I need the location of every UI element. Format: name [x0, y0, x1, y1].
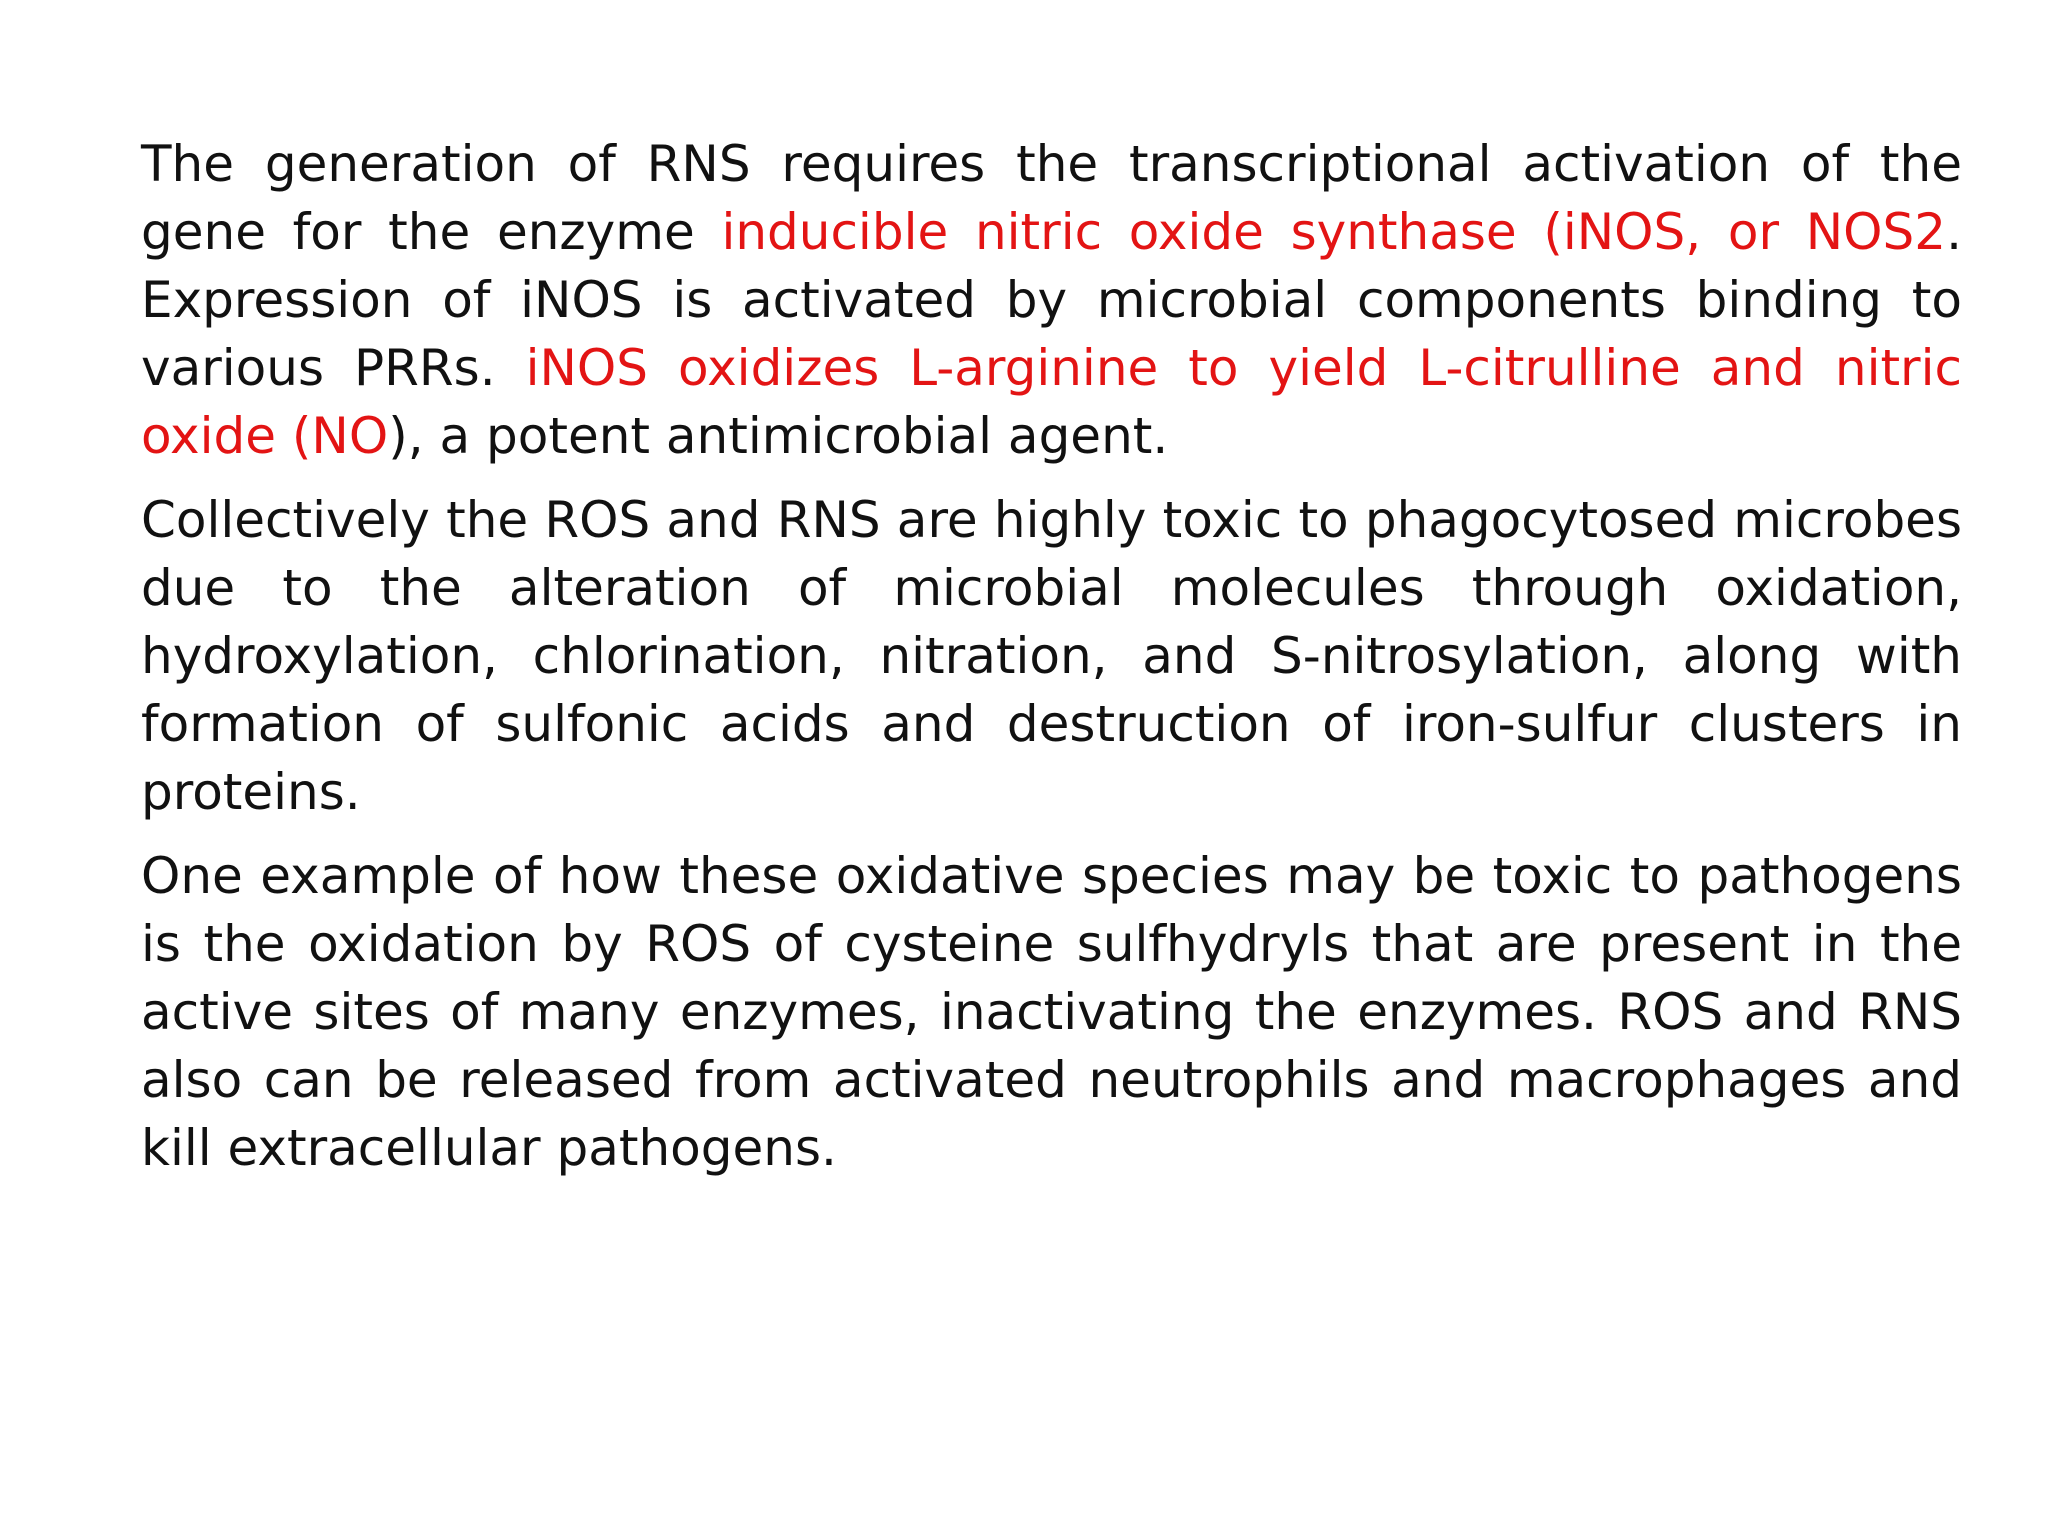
highlighted-text-inos: inducible nitric oxide synthase (iNOS, or NOS2 — [721, 203, 1947, 261]
text-run: . Expression of iNOS is activated by microbial components binding to various PRRs. — [141, 203, 1962, 397]
paragraph-oxidation-example — [141, 842, 1962, 1182]
paragraph-rns-generation — [141, 130, 1962, 470]
body-text — [141, 130, 1962, 1198]
highlighted-text-no: iNOS oxidizes L-arginine to yield L-citrulline and nitric oxide (NO — [141, 339, 1962, 465]
paragraph-ros-rns-toxicity — [141, 486, 1962, 826]
text-run: Collectively the ROS and RNS are highly toxic to phagocytosed microbes due to the alteration of microbial molecules through oxidation, hydroxylation, chlorination, nitration, and S-nitrosylation, along with formation of sulfonic acids and destruction of iron-sulfur clusters in proteins. — [141, 491, 1962, 821]
text-run: ), a potent antimicrobial agent. — [388, 407, 1169, 465]
text-run: The generation of RNS requires the transcriptional activation of the gene for the enzyme — [141, 135, 1962, 261]
text-run: One example of how these oxidative species may be toxic to pathogens is the oxidation by ROS of cysteine sulfhydryls that are present in the active sites of many enzymes, inactivating the enzymes. ROS and RNS also can be released from activated neutrophils and macrophages and kill extracellular pathogens. — [141, 847, 1962, 1177]
